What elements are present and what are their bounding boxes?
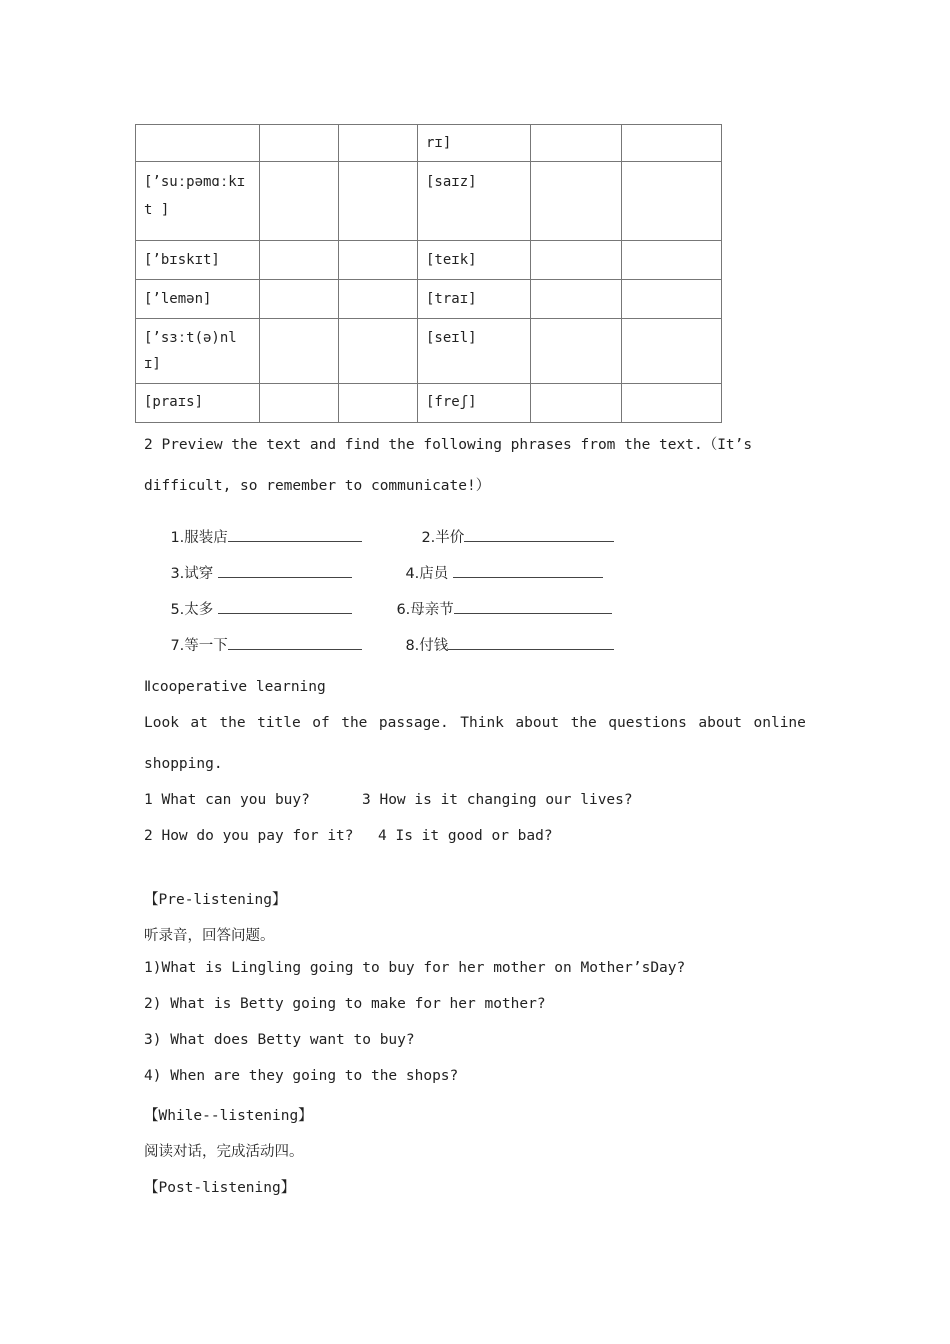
phrase-label: 1.服装店 <box>170 530 228 546</box>
word: at <box>190 715 208 731</box>
table-cell <box>622 384 722 423</box>
listening-question: 1)What is Lingling going to buy for her mother on Mother’sDay? <box>144 960 686 976</box>
phrase-label: 6.母亲节 <box>396 602 454 618</box>
answer-blank[interactable] <box>218 563 352 578</box>
table-cell <box>339 125 418 162</box>
table-cell <box>531 241 622 280</box>
table-cell: [’lemən] <box>136 280 260 319</box>
table-cell <box>339 384 418 423</box>
table-cell: [traɪ] <box>418 280 531 319</box>
section-heading-pre-listening: 【Pre-listening】 <box>144 892 287 908</box>
table-cell <box>339 241 418 280</box>
listening-question: 4) When are they going to the shops? <box>144 1068 459 1084</box>
table-cell <box>260 162 339 241</box>
table-cell <box>339 319 418 384</box>
table-cell: [’bɪskɪt] <box>136 241 260 280</box>
table-row <box>136 241 722 280</box>
table-cell: [praɪs] <box>136 384 260 423</box>
question-3: 3 How is it changing our lives? <box>362 792 633 808</box>
table-row <box>136 384 722 423</box>
table-cell <box>531 162 622 241</box>
word: the <box>219 715 246 731</box>
while-listening-instruction: 阅读对话，完成活动四。 <box>144 1144 304 1160</box>
table-cell <box>531 319 622 384</box>
table-cell <box>531 384 622 423</box>
section-heading-while-listening: 【While--listening】 <box>144 1108 313 1124</box>
answer-blank[interactable] <box>228 635 362 650</box>
word: Look <box>144 715 179 731</box>
table-cell: [freʃ] <box>418 384 531 423</box>
table-cell: [’sɜːt(ə)nlɪ] <box>136 319 260 384</box>
preview-instruction-line1: 2 Preview the text and find the following phrases from the text.（It’s <box>144 437 753 453</box>
preview-instruction-line2: difficult, so remember to communicate!） <box>144 478 491 494</box>
table-cell <box>260 280 339 319</box>
table-cell <box>339 280 418 319</box>
phrase-item <box>152 618 362 671</box>
cooperative-intro <box>144 715 806 731</box>
phrase-label: 3.试穿 <box>170 566 218 582</box>
question-2: 2 How do you pay for it? <box>144 828 354 844</box>
table-row <box>136 280 722 319</box>
answer-blank[interactable] <box>218 599 352 614</box>
phrase-label: 4.店员 <box>405 566 453 582</box>
listening-question: 3) What does Betty want to buy? <box>144 1032 415 1048</box>
word: Think <box>460 715 504 731</box>
word: online <box>753 715 806 731</box>
phrase-label: 7.等一下 <box>170 638 228 654</box>
table-cell <box>136 125 260 162</box>
table-cell <box>260 241 339 280</box>
answer-blank[interactable] <box>464 527 614 542</box>
table-cell <box>622 280 722 319</box>
question-1: 1 What can you buy? <box>144 792 310 808</box>
cooperative-intro-tail: shopping. <box>144 756 223 772</box>
answer-blank[interactable] <box>228 527 362 542</box>
answer-blank[interactable] <box>448 635 614 650</box>
phrase-label: 8.付钱 <box>405 638 449 654</box>
table-cell <box>531 125 622 162</box>
table-row <box>136 162 722 241</box>
table-row <box>136 125 722 162</box>
word: the <box>570 715 597 731</box>
phrase-item <box>387 618 614 671</box>
table-row <box>136 319 722 384</box>
answer-blank[interactable] <box>453 563 603 578</box>
word: title <box>257 715 301 731</box>
table-cell <box>260 125 339 162</box>
phonetics-table <box>135 124 722 423</box>
section-heading-post-listening: 【Post-listening】 <box>144 1180 296 1196</box>
table-cell <box>339 162 418 241</box>
listening-question: 2) What is Betty going to make for her mother? <box>144 996 546 1012</box>
section-heading-cooperative: Ⅱcooperative learning <box>144 679 326 695</box>
word: about <box>515 715 560 731</box>
pre-listening-instruction: 听录音，回答问题。 <box>144 928 275 944</box>
table-cell <box>622 241 722 280</box>
answer-blank[interactable] <box>454 599 612 614</box>
word: the <box>341 715 368 731</box>
table-cell: [teɪk] <box>418 241 531 280</box>
table-cell: rɪ] <box>418 125 531 162</box>
word: questions <box>608 715 687 731</box>
table-cell: [’suːpəmɑːkɪt ] <box>136 162 260 241</box>
phrase-label: 5.太多 <box>170 602 218 618</box>
table-cell <box>622 162 722 241</box>
table-cell <box>531 280 622 319</box>
question-4: 4 Is it good or bad? <box>378 828 553 844</box>
word: of <box>312 715 330 731</box>
table-cell: [seɪl] <box>418 319 531 384</box>
table-cell <box>260 384 339 423</box>
phrase-label: 2.半价 <box>421 530 465 546</box>
word: passage. <box>378 715 449 731</box>
table-cell <box>622 125 722 162</box>
word: about <box>698 715 743 731</box>
table-cell <box>622 319 722 384</box>
table-cell <box>260 319 339 384</box>
table-cell: [saɪz] <box>418 162 531 241</box>
